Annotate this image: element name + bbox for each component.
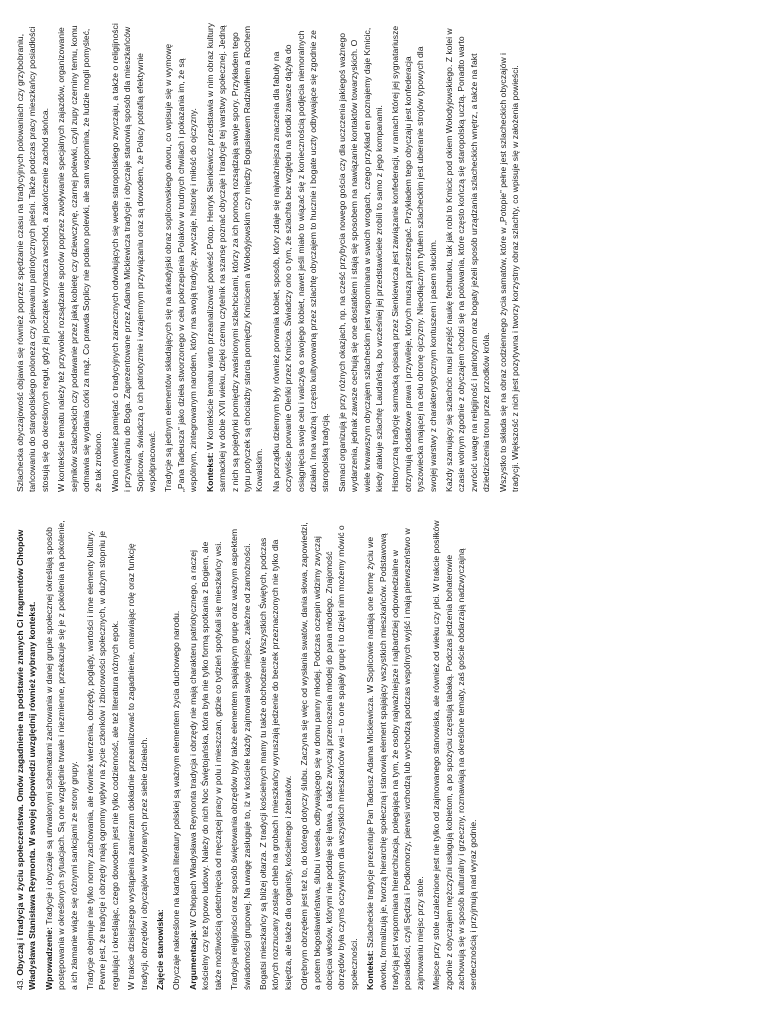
paragraph: Szlachecka obyczajowość objawia się również poprzez spędzanie czasu na tradycyjnych polowaniach czy grzybobraniu, tańcowaniu do staropolskiego poloneza czy śpiewaniu patriotycznych pieśni. Także podczas pracy mieszkańcy posiadłości stosują się do określonych reguł, gdyż jej początek wyznacza wschód, a zakończenie zachód słońca.	[15, 26, 50, 492]
context-label: Kontekst:	[365, 950, 376, 990]
paragraph: Warto również pamiętać o tradycyjnych zarzecznych odwołujących się wedle staropolskiego zwyczaju, a także o religijności i przywiązaniu do Boga. Zaprezentowane przez Adama Mickiewicza tradycje i obyczaje stanowią sposób dla mieszkańców Soplicowa, świadczą o ich patriotyzmie i wzajemnym przywiązaniu oraz są dowodem, że Polacy potrafią efektywnie współpracować.	[109, 23, 158, 492]
question-text: Obyczaj i tradycja w życiu społeczeństwa. Omów zagadnienie na podstawie znanych Ci fragmentów Chłopów Władysława Stanisława Reymonta. W swojej odpowiedzi uwzględnij również wybrany kontekst.	[15, 529, 38, 990]
question-number: 43.	[15, 978, 25, 990]
paragraph: Wszystko to składa się na obraz codziennego życia samatów, które w „Potopie” pełne jest szlacheckich obyczajów i tradycji. Większość z nich jest pozytywna i tworzy korzystny obraz szlachty, co wpisuje się w założenia powieści.	[497, 53, 521, 492]
paragraph: Na porządku dziennym były również porwania kobiet, sposób, który zdaje się najważniejsza znaczenia dla fabuły na oczywiście porwanie Oleńki przez Kmicica. Świadczy ono o tym, że szlachta bez względu na środki zawsze dążyła do osiągnięcia swoje celu i walczyła o swojego kobiet, nawet jeśli miało to wiązać się z koniecznością podjęcia niemoralnych działań. Inna ważną i często kultywowaną przez szlachtę obyczajem to hucznie i bogate uczty odbywające się zgodnie ze staropolską tradycją.	[270, 30, 331, 492]
paragraph: W trakcie dzisiejszego wystąpienia zamierzam dokładnie przeanalizować to zagadnienie, omawiając rolę oraz funkcję tradycji, obrzędów i obyczajów w wybranych przez siebie dziełach.	[126, 543, 149, 990]
paragraph: Każdy szanujący się szlachcic musi przejść naukę fechtunku, tak jak robi to Kmicic pod okiem Wołodyjowskiego. Z kolei w czasie wolnym zgodnie z obyczajem chodzi się na polowania, które często kończą się staropolską ucztą. Ponadto warto zwrócić uwagę na religijność i patriotyzm oraz bogaty jeżeli sposób urządzania szlacheckich wnętrz, a także na fakt dziedziczenia tronu przez przodków króla.	[444, 28, 492, 492]
paragraph: Miejsce przy stole uzależnione jest nie tylko od zajmowanego stanowiska, ale również od wieku czy płci. W trakcie posiłków zgodnie z obyczajem mężczyźni usługują kobietom, a po spożyciu częstują tabaką. Podczas jedzenia bohaterowie zachowują się w sposób kulturalny i grzeczny, rozmawiają na określone tematy, zaś goście obdarzają nadzwyczajną serdecznością i przyjmują nad wyraz godnie.	[431, 520, 479, 990]
context-paragraph	[204, 22, 266, 492]
paragraph: Odrębnym obrzędem jest też to, do którego dotyczy ślubu. Zaczyna się więc od wysłania swatów, dania słowa, zapowiedzi, a potem błogosławieństwa, ślubu i wesela, odbywającego się w domu panny młodej. Podczas oczepin widzimy zwyczaj obcięcia włosów, którymi nie poddaje się łatwa, a także zwyczaj przenoszenia młodej do pana młodego. Znajomość obrzędów była czymś oczywistym dla wszystkich mieszkańców wsi – to one spajały grupę i to dzięki nim możemy mówić o społeczności.	[299, 522, 359, 990]
context-paragraph	[364, 520, 426, 990]
argument-label: Argumentacja:	[187, 929, 198, 990]
paragraph: Samaci organizują je przy różnych okazjach, np. na cześć przybycia nowego gościa czy dla uczczenia jakiegoś ważnego wydarzenia, jednak zawsze cechują się one dostatkiem i stają się sposobem na nawiązanie kontaktów towarzyskich. O wiele krwawszym obyczajem szlacheckim jest wspominana w swoich wrogach, czego przykład en poznajemy daje Kmicic, kiedy atakuje szlachtę Laudańską, bo wcześniej jej przedstawiciele zrobili to samo z jego kompanami.	[336, 27, 384, 492]
paragraph: Tradycje obejmuje nie tylko normy zachowania, ale również wierzenia, obrzędy, poglądy, wartości i inne elementy kultury. Pewne jest, że tradycje i obrzędy mają ogromny wpływ na życie członków i zbiorowości społecznych, w dużym stopniu je regulując i określając, czego dowodem jest nie tylko codzienność, ale też literatura różnych epok.	[85, 530, 120, 990]
section-heading: Zajęcie stanowiska:	[155, 909, 166, 990]
paragraph: Tradycje są jednym elementów składających się na arkadyjski obraz soplicowskiego dworu, co wpisuje się w wymowę „Pana Tadeusza” jako dzieła stworzonego w celu pokrzepienia Polaków w trudnych chwilach i pokazania im, że są wspólnym, zintegrowanym narodem, który ma swoją tradycję, zwyczaje, historię i miłość do ojczyzny.	[163, 43, 199, 492]
paragraph: Tradycja religijności oraz sposób świętowania obrzędów były także elementem spajającym grupę oraz ważnym aspektem świadomości grupowej. Na uwagę zasługuje to, iż w kościele każdy zajmował swoje miejsce, zależne od zamożności.	[229, 528, 252, 990]
context-text: Szlacheckie tradycje prezentuje Pan Tadeusz Adama Mickiewicza. W Soplicowie nadają one formę życiu we dworku, formalizują je, tworzą hierarchię społeczną i stanowią element spajający wszystkich mieszkańców. Podstawową tradycją jest wspomniana hierarchizacja, polegająca na tym, że osoby najważniejsze i najbardziej odpowiedzialne w posiadłości, czyli Sędzia i Podkomorzy, pierwsi wchodzą lub wychodzą podczas wspólnych wyjść i mają pierwszeństwo w zajmowaniu miejsc przy stole.	[365, 528, 425, 990]
intro-paragraph	[43, 520, 80, 990]
argument-text: W Chłopach Władysława Reymonta tradycja i obrzędy nie mają charakteru patriotycznego, a raczej kościelny czy też typowo ludowy. Należy do nich Noc Świętojańska, która była nie tylko formą spotkania z Bogiem, ale także możliwością odetchnięcia od męczącej pracy w polu i mieszczan, gdzie co tydzień spotykali się mieszkańcy wsi.	[187, 541, 223, 990]
paragraph: W kontekście tematu należy też przywołać rozsądzanie sporów poprzez zwoływanie specjalnych zajazdów, organizowanie sejmików szlacheckich czy podawanie przez jaką kobietę czy dziewczynę, czarnej polewki, czyli zupy czerniny temu, komu odmawia się wydania córki za mąż. Co prawda Soplicy nie podano polewki, ale sam wspomina, że ludzie mogli pomyśleć, że tak zrobiono.	[56, 25, 104, 492]
question-title	[14, 520, 39, 990]
context-text: W kontekście tematu warto przeanalizować powieść Potop. Henryk Sienkiewicz przedstawia w nim obraz kultury sarmackiej w dobie XVII wieku, dzięki czemu czytelnik na szansę poznać obyczaje i tradycje tej warstwy społecznej. Jedną z nich są pojedynki pomiędzy zwaśnionymi szlachcicami, którzy za ich pomocą rozsądzają swoje spory. Przykładem tego typu potyczek są chociażby starcia pomiędzy Kmicicem a Wołodyjowskim czy między Bogusławem Radziwiłłem a Rochem Kowalskim.	[204, 22, 265, 492]
intro-text: Tradycje i obyczaje są utrwalonymi schematami zachowania w danej grupie społecznej określają sposób postępowania w określonych sytuacjach. Są one względnie trwałe i niezmienne, przekazuje się je z pokolenia na pokolenie, a ich złamanie wiąże się różnymi sankcjami ze strony grupy.	[43, 520, 79, 990]
paragraph: Obyczaje nakreślone na kartach literatury polskiej są ważnym elementem życia duchowego narodu.	[171, 610, 182, 990]
paragraph: Bogatsi mieszkańcy są bliżej ołtarza. Z tradycji kościelnych mamy tu także obchodzenie Wszystkich Świętych, podczas których rozrzucany zostaje chleb na grobach i mieszkańcy wyruszają jedzenie do beczek przeznaczonych nie tylko dla księdza, ale także dla organisty, kościelnego i żebraków.	[257, 537, 293, 990]
paragraph: Historyczną tradycję sarmacką opisaną przez Sienkiewicza jest zawiązanie konfederacji, w ramach której jej sygnatariusze otrzymują dodatkowe prawa i przywileje, których muszą przestrzegać. Przykładem tego obyczaju jest konfederacja tyszowiecka mającej na celu obronę ojczyzny. Nieodłącznym tytułem szlacheckim jest ubieranie strojów typowych dla swojej warstwy z charakterystycznym kontuszem i pasem słuckim.	[390, 25, 438, 492]
intro-label: Wprowadzenie:	[43, 926, 54, 990]
right-column	[14, 22, 758, 492]
argument-paragraph	[187, 520, 224, 990]
context-label: Kontekst:	[204, 452, 215, 492]
left-column	[14, 520, 758, 990]
